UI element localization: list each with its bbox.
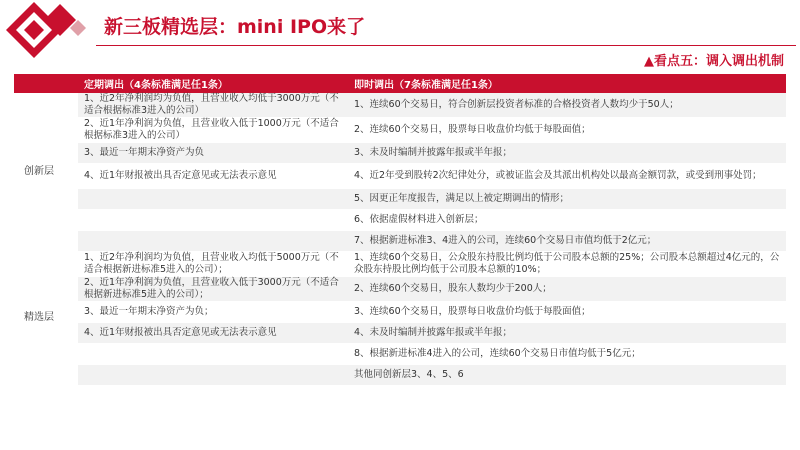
immediate-criterion: 1、连续60个交易日，公众股东持股比例均低于公司股本总额的25%；公司股本总额超过4亿元的，公众股东持股比例均低于公司股本总额的10%； — [348, 252, 786, 277]
table-row — [14, 118, 786, 143]
table-row — [14, 302, 786, 323]
immediate-criterion: 3、未及时编制并披露年报或半年报； — [348, 143, 786, 164]
periodic-criterion: 4、近1年财报被出具否定意见或无法表示意见 — [78, 164, 348, 189]
table-row — [14, 231, 786, 252]
table-row — [14, 189, 786, 210]
periodic-criterion — [78, 210, 348, 231]
periodic-criterion: 1、近2年净利润均为负值，且营业收入均低于3000万元（不适合根据标准3进入的公司） — [78, 93, 348, 118]
immediate-criterion: 5、因更正年度报告，满足以上被定期调出的情形； — [348, 189, 786, 210]
immediate-criterion: 6、依据虚假材料进入创新层； — [348, 210, 786, 231]
section-label-select: 精选层 — [14, 252, 78, 386]
header-category — [14, 74, 78, 93]
table-row — [14, 210, 786, 231]
title-underline — [96, 45, 796, 46]
adjustment-table — [14, 74, 786, 386]
table-header-row — [14, 74, 786, 93]
table-row — [14, 323, 786, 344]
immediate-criterion: 1、连续60个交易日，符合创新层投资者标准的合格投资者人数均少于50人； — [348, 93, 786, 118]
periodic-criterion — [78, 231, 348, 252]
immediate-criterion: 8、根据新进标准4进入的公司，连续60个交易日市值均低于5亿元； — [348, 344, 786, 365]
table-row — [14, 93, 786, 118]
header-periodic-exit: 定期调出（4条标准满足任1条） — [78, 74, 348, 93]
periodic-criterion — [78, 365, 348, 386]
table-row — [14, 277, 786, 302]
periodic-criterion — [78, 189, 348, 210]
periodic-criterion: 1、近2年净利润均为负值，且营业收入均低于5000万元（不适合根据新进标准5进入的公司）； — [78, 252, 348, 277]
periodic-criterion: 2、近1年净利润为负值，且营业收入低于3000万元（不适合根据新进标准5进入的公司）； — [78, 277, 348, 302]
immediate-criterion: 7、根据新进标准3、4进入的公司，连续60个交易日市值均低于2亿元； — [348, 231, 786, 252]
periodic-criterion: 4、近1年财报被出具否定意见或无法表示意见 — [78, 323, 348, 344]
section-label-innovation: 创新层 — [14, 93, 78, 252]
table-row — [14, 344, 786, 365]
periodic-criterion: 3、最近一年期末净资产为负 — [78, 143, 348, 164]
immediate-criterion: 3、连续60个交易日，股票每日收盘价均低于每股面值； — [348, 302, 786, 323]
table-row — [14, 143, 786, 164]
table-row — [14, 365, 786, 386]
immediate-criterion: 2、连续60个交易日，股东人数均少于200人； — [348, 277, 786, 302]
page-title: 新三板精选层：mini IPO来了 — [104, 16, 366, 38]
immediate-criterion: 2、连续60个交易日，股票每日收盘价均低于每股面值； — [348, 118, 786, 143]
table-row — [14, 252, 786, 277]
immediate-criterion: 4、未及时编制并披露年报或半年报； — [348, 323, 786, 344]
company-logo — [0, 0, 96, 62]
immediate-criterion: 其他同创新层3、4、5、6 — [348, 365, 786, 386]
periodic-criterion: 2、近1年净利润为负值，且营业收入低于1000万元（不适合根据标准3进入的公司） — [78, 118, 348, 143]
periodic-criterion: 3、最近一年期末净资产为负； — [78, 302, 348, 323]
table-row — [14, 164, 786, 189]
immediate-criterion: 4、近2年受到股转2次纪律处分，或被证监会及其派出机构处以最高金额罚款，或受到刑事处罚； — [348, 164, 786, 189]
section-subtitle: ▲看点五：调入调出机制 — [644, 54, 784, 69]
header-immediate-exit: 即时调出（7条标准满足任1条） — [348, 74, 786, 93]
periodic-criterion — [78, 344, 348, 365]
